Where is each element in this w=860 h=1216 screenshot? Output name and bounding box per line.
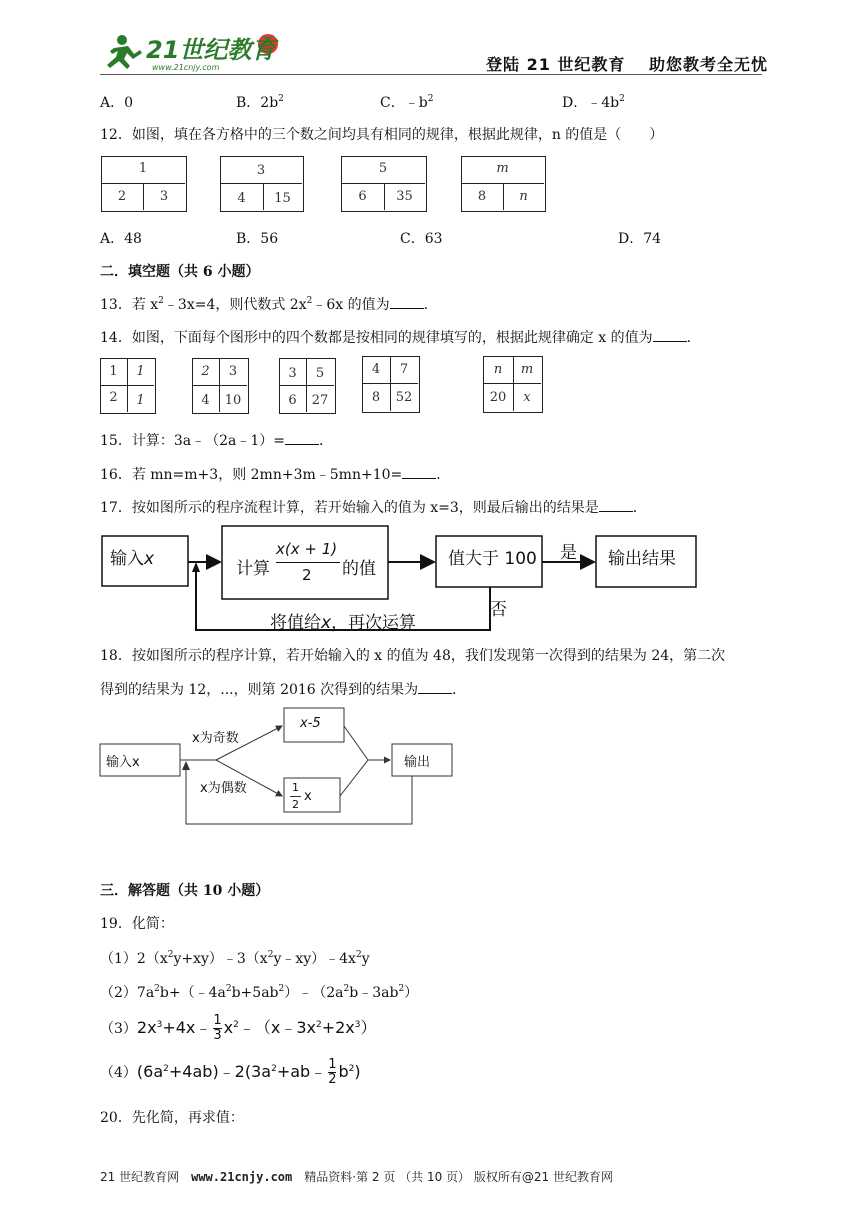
flow2-output: 输出 xyxy=(404,755,431,770)
flow-loop-label: 将值给x，再次运算 xyxy=(270,613,417,633)
flow2-input: 输入x xyxy=(106,755,140,770)
q14-text: 14．如图，下面每个图形中的四个数都是按相同的规律填写的，根据此规律确定 x 的值为 ． xyxy=(100,330,701,346)
page-footer: 21 世纪教育网 www.21cnjy.com 精品资料·第 2 页 （共 10 页） 版权所有@21 世纪教育网 xyxy=(100,1170,613,1184)
flow2-half-den: 2 xyxy=(292,798,299,811)
q12-option-a: A．48 xyxy=(100,231,142,247)
flow2-odd-expr: x-5 xyxy=(300,716,321,731)
footer-url: www.21cnjy.com xyxy=(191,1170,293,1184)
flow2-odd-label: x为奇数 xyxy=(192,731,239,746)
flow-calc-numerator: x(x + 1) xyxy=(276,540,338,558)
site-logo[interactable] xyxy=(100,28,290,74)
flow2-half-num: 1 xyxy=(292,781,299,794)
header-tagline: 登陆 21 世纪教育 助您教考全无忧 xyxy=(486,55,768,74)
q19-part2: $(2)7a^2b+(﹣4a^2b+5ab^2)﹣(2a^2b﹣3ab^2)$ xyxy=(100,984,419,1001)
flow2-even-label: x为偶数 xyxy=(200,781,247,796)
logo-text: 21世纪教育 xyxy=(146,36,276,64)
flow2-half-var: x xyxy=(304,789,312,804)
q19-part4: $(4)(6a^2+4ab)﹣2(3a^2+ab﹣$ $\frac{1}{2}$ $b^2$) xyxy=(100,1057,361,1087)
section-answer-title: 三．解答题（共 10 小题） xyxy=(100,883,270,899)
q17-text: 17．按如图所示的程序流程计算，若开始输入的值为 x=3，则最后输出的结果是 ． xyxy=(100,500,647,516)
flow-condition: 值大于 100 xyxy=(448,549,537,569)
flow-fraction-bar xyxy=(276,562,340,563)
q11-option-a: A．0 xyxy=(100,95,134,111)
q15-text: 15．计算：3a﹣（2a﹣1）= ． xyxy=(100,433,333,449)
flow-no: 否 xyxy=(490,600,507,620)
header-divider xyxy=(100,74,762,75)
flow-output: 输出结果 xyxy=(608,549,676,569)
q19-title: 19．化简： xyxy=(100,916,174,932)
q16-text: 16．若 mn=m+3，则 2mn+3m﹣5mn+10= ． xyxy=(100,467,451,483)
flow2-fraction-bar xyxy=(290,796,301,797)
q20-title: 20．先化简，再求值： xyxy=(100,1110,244,1126)
q11-option-d: D．$﹣4b^2$ xyxy=(562,94,625,111)
section-fill-blank-title: 二．填空题（共 6 小题） xyxy=(100,264,260,280)
q13-text: 13．若 $x^2﹣3x=4$，则代数式 $2x^2﹣6x$ 的值为 ． xyxy=(100,296,438,313)
q18-text-line2: 得到的结果为 12，...，则第 2016 次得到的结果为 ． xyxy=(100,682,467,698)
flow-calc-post: 的值 xyxy=(342,559,376,579)
flow-calc-pre: 计算 xyxy=(236,559,270,579)
q12-option-b: B．56 xyxy=(236,231,279,247)
q12-option-d: D．74 xyxy=(618,231,662,247)
logo-url: www.21cnjy.com xyxy=(152,63,220,72)
q12-text: 12．如图，填在各方格中的三个数之间均具有相同的规律，根据此规律，n 的值是（ ） xyxy=(100,127,664,143)
q19-part3: $(3)2x^3+4x﹣$ $\frac{1}{3}$ $x^2﹣(x﹣3x^2+2x^3)$ xyxy=(100,1013,377,1043)
q12-option-c: C．63 xyxy=(400,231,443,247)
flow-calc-denominator: 2 xyxy=(302,566,312,584)
q19-part1: $(1)2(x^2y+xy)﹣3(x^2y﹣xy)﹣4x^2y$ xyxy=(100,950,370,967)
q11-option-c: C．$﹣b^2$ xyxy=(380,94,434,111)
q11-option-b: B．$2b^2$ xyxy=(236,94,284,111)
flow-input-label: 输入x xyxy=(110,549,155,569)
q18-text-line1: 18．按如图所示的程序计算，若开始输入的 x 的值为 48，我们发现第一次得到的结果为 24，第二次 xyxy=(100,648,726,664)
flow-yes: 是 xyxy=(560,543,577,563)
